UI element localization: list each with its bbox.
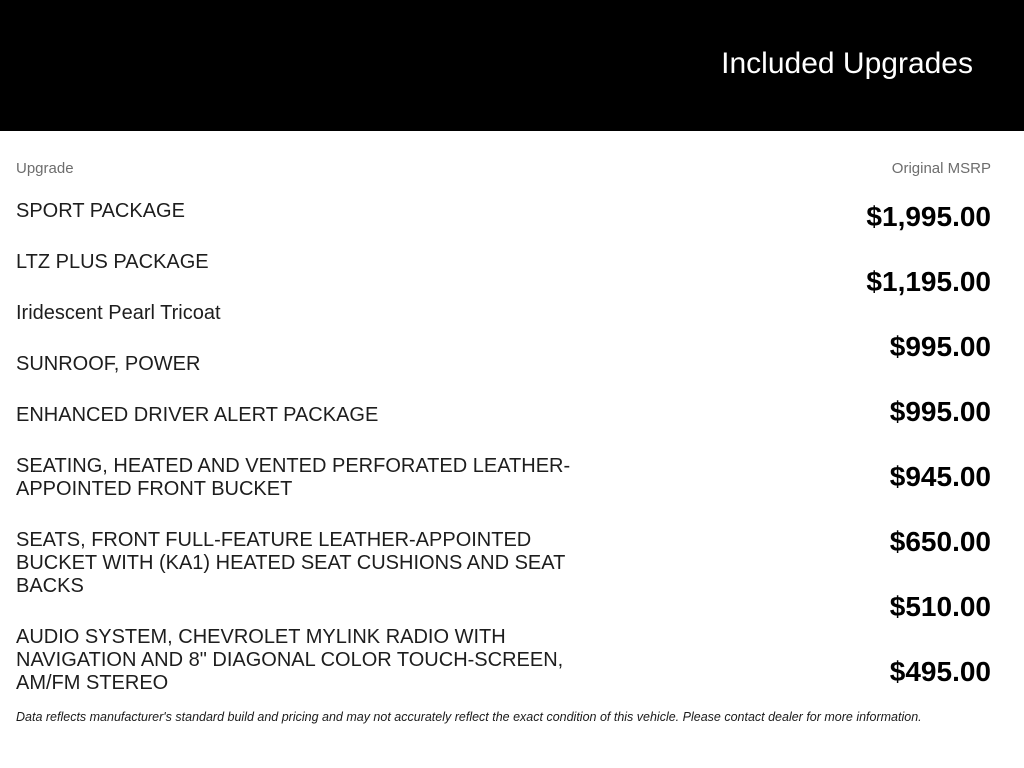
upgrade-name-sport-package: SPORT PACKAGE — [16, 200, 185, 222]
upgrade-name-iridescent-pearl-tricoat: Iridescent Pearl Tricoat — [16, 302, 221, 324]
upgrade-name-column — [16, 200, 588, 723]
upgrade-price-enhanced-driver-alert: $945.00 — [889, 461, 991, 492]
upgrade-price-sunroof-power: $995.00 — [889, 396, 991, 427]
upgrade-price-seats-front-full-feature: $510.00 — [889, 591, 991, 622]
upgrade-price-audio-system-mylink: $495.00 — [889, 656, 991, 687]
column-header-original-msrp: Original MSRP — [891, 160, 991, 177]
upgrade-price-ltz-plus-package: $1,195.00 — [866, 266, 991, 297]
upgrade-price-sport-package: $1,995.00 — [866, 201, 991, 232]
upgrade-price-iridescent-pearl-tricoat: $995.00 — [889, 331, 991, 362]
upgrade-price-seating-heated-vented: $650.00 — [889, 526, 991, 557]
upgrade-name-enhanced-driver-alert: ENHANCED DRIVER ALERT PACKAGE — [16, 404, 379, 426]
upgrade-name-ltz-plus-package: LTZ PLUS PACKAGE — [16, 251, 209, 273]
upgrade-price-column — [691, 201, 991, 721]
upgrade-name-sunroof-power: SUNROOF, POWER — [16, 353, 201, 375]
upgrade-name-seats-front-full-feature: SEATS, FRONT FULL-FEATURE LEATHER-APPOINTED BUCKET WITH (KA1) HEATED SEAT CUSHIONS AND SEAT BACKS — [16, 529, 565, 597]
page-title: Included Upgrades — [721, 47, 973, 80]
disclaimer-text: Data reflects manufacturer's standard build and pricing and may not accurately reflect the exact condition of this vehicle. Please contact dealer for more information. — [16, 710, 922, 724]
upgrade-name-seating-heated-vented: SEATING, HEATED AND VENTED PERFORATED LEATHER-APPOINTED FRONT BUCKET — [16, 455, 571, 500]
upgrade-name-audio-system-mylink: AUDIO SYSTEM, CHEVROLET MYLINK RADIO WITH NAVIGATION AND 8" DIAGONAL COLOR TOUCH-SCREEN, AM/FM STEREO — [16, 626, 564, 694]
column-header-upgrade: Upgrade — [16, 160, 74, 177]
header-band — [0, 0, 1024, 131]
